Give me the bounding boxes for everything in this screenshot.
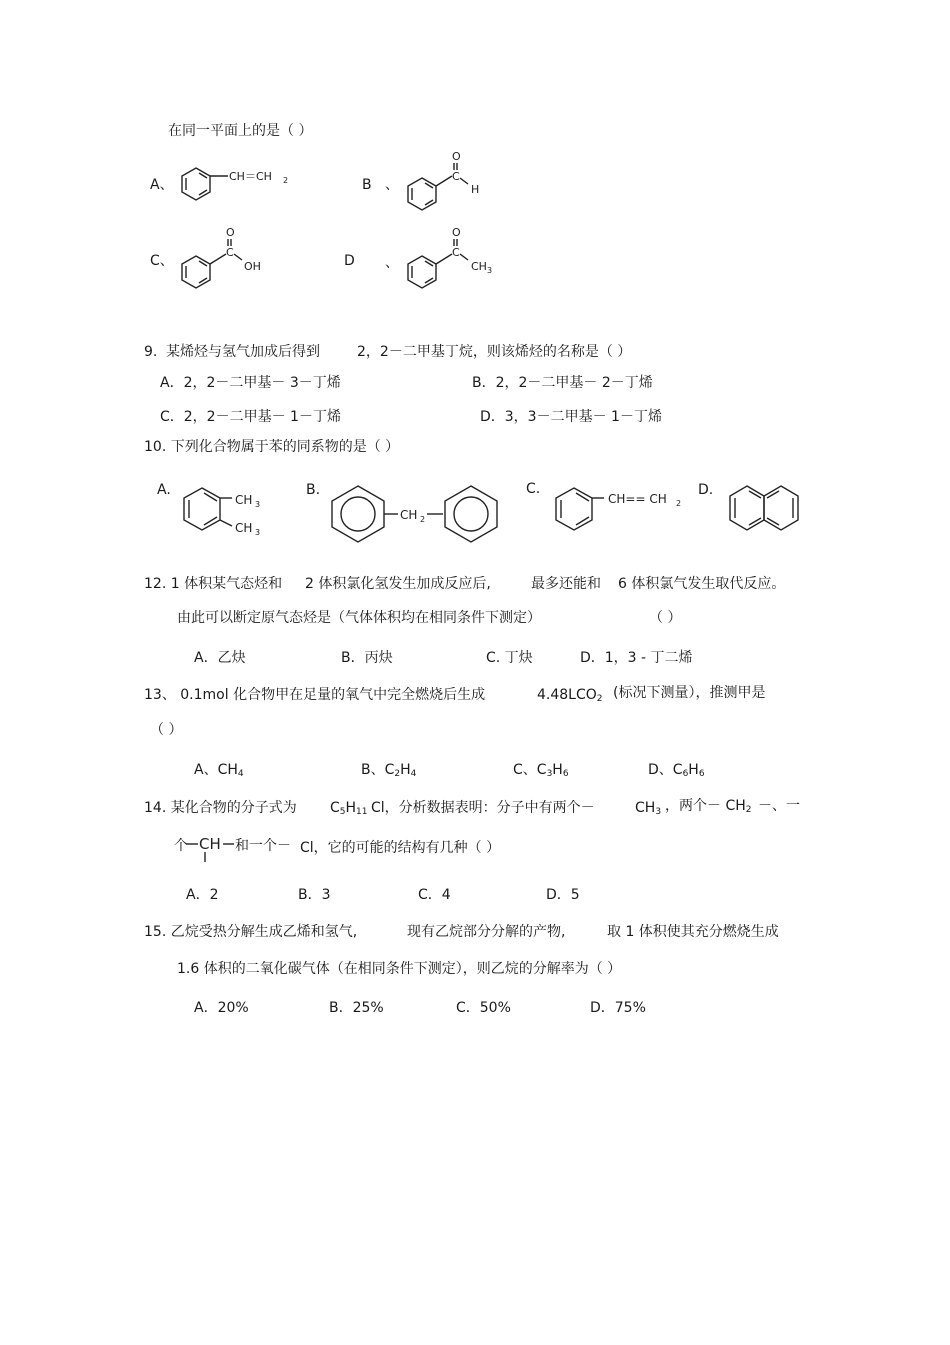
q15-line2: 1.6 体积的二氧化碳气体（在相同条件下测定），则乙烷的分解率为（ ）: [177, 961, 622, 977]
q15-option-a: A．20%: [194, 1000, 249, 1016]
q13-option-d-wrap: D、$C_6H_6$: [648, 762, 705, 779]
q13-option-b: B、C: [361, 762, 395, 778]
svg-text:O: O: [226, 226, 235, 239]
q10-stem: 10. 下列化合物属于苯的同系物的是（ ）: [144, 439, 400, 455]
q15-option-c: C．50%: [456, 1000, 511, 1016]
svg-text:CH: CH: [400, 508, 418, 522]
svg-text:O: O: [452, 226, 461, 239]
q12-option-c: C. 丁炔: [486, 650, 533, 666]
q14-line2-b: 和一个－: [235, 838, 291, 854]
q13-line2: （ ）: [150, 722, 183, 738]
q15-option-d: D．75%: [590, 1000, 646, 1016]
q14-line1-d: CH: [635, 800, 656, 816]
q14-line1-d-wrap: $CH_3$: [635, 800, 662, 817]
q9-option-d: D．3，3－二甲基－ 1－丁烯: [480, 409, 662, 425]
svg-text:CH: CH: [199, 835, 221, 853]
q10-option-a-xylene-structure: [182, 482, 282, 544]
q8-option-d-sep: 、: [385, 255, 399, 271]
q10-option-d-label: D.: [698, 482, 714, 498]
q13-option-c-wrap: C、$C_3H_6$: [513, 762, 569, 779]
q14-methine-group-structure: [186, 832, 238, 864]
q10-option-a-label: A.: [157, 482, 171, 498]
q8-option-b-sep: 、: [385, 177, 399, 193]
svg-text:OH: OH: [244, 260, 261, 273]
q10-option-d-naphthalene-structure: [728, 484, 808, 536]
q14-line1-a: 14. 某化合物的分子式为: [144, 800, 297, 816]
q14-option-d: D．5: [546, 887, 580, 903]
svg-text:H: H: [471, 183, 480, 196]
q8-option-c-label: C、: [150, 253, 174, 269]
svg-text:2: 2: [420, 515, 426, 524]
svg-text:2: 2: [676, 499, 682, 508]
svg-text:3: 3: [255, 500, 261, 509]
q12-line1-b: 2 体积氯化氢发生加成反应后,: [305, 576, 491, 592]
q13-option-d: D、C: [648, 762, 683, 778]
q8-option-a-label: A、: [150, 177, 174, 193]
q8-option-b-benzaldehyde-structure: [402, 148, 492, 218]
q8-option-a-styrene-structure: [176, 160, 296, 210]
q9-option-a: A．2，2－二甲基－ 3－丁烯: [160, 375, 341, 391]
q13-line1-b-wrap: $4.48LCO_2$: [537, 687, 603, 704]
q12-line2: 由此可以断定原气态烃是（气体体积均在相同条件下测定）: [177, 610, 541, 626]
q15-line1-a: 15. 乙烷受热分解生成乙烯和氢气,: [144, 924, 358, 940]
q13-line1-a: 13、 0.1mol 化合物甲在足量的氧气中完全燃烧后生成: [144, 687, 486, 703]
q12-option-a: A．乙炔: [194, 650, 246, 666]
q14-line1-e: ，两个－ CH: [665, 798, 746, 814]
q12-option-d: D．1，3 - 丁二烯: [580, 650, 693, 666]
svg-text:CH: CH: [235, 521, 253, 535]
svg-text:3: 3: [255, 528, 261, 537]
q14-option-c: C．4: [418, 887, 451, 903]
q9-stem-part1: 某烯烃与氢气加成后得到: [166, 344, 320, 360]
q14-line1-c: Cl，分析数据表明：分子中有两个－: [371, 800, 595, 816]
q10-option-c-styrene-structure: [554, 482, 694, 544]
q9-number: 9.: [144, 344, 158, 360]
q12-line1-a: 12. 1 体积某气态烃和: [144, 576, 283, 592]
q8-option-b-label: B: [362, 177, 372, 193]
q13-option-b-wrap: B、$C_2H_4$: [361, 762, 417, 779]
q8-option-d-label: D: [344, 253, 355, 269]
svg-text:CH== CH: CH== CH: [608, 492, 667, 506]
q14-line2-c: Cl，它的可能的结构有几种（ ）: [300, 840, 501, 856]
q14-line1-b-wrap: $C_5H_{11}$: [330, 800, 368, 817]
q10-option-c-label: C.: [526, 481, 541, 497]
q15-line1-c: 取 1 体积使其充分燃烧生成: [607, 924, 779, 940]
q14-line2-a: 个: [174, 838, 188, 854]
q13-line1-c: (标况下测量），推测甲是: [613, 685, 766, 701]
q8-option-c-benzoic-acid-structure: [176, 222, 276, 294]
q13-option-a: A、CH: [194, 762, 238, 778]
q8-a-vinyl-label: CH＝CH: [229, 170, 272, 183]
svg-text:C: C: [452, 246, 460, 259]
svg-text:C: C: [226, 246, 234, 259]
svg-text:CH: CH: [471, 260, 487, 273]
q9-option-b: B．2，2－二甲基－ 2－丁烯: [472, 375, 653, 391]
q12-line2-paren: （ ）: [649, 610, 682, 626]
q12-line1-c: 最多还能和: [531, 576, 601, 592]
q10-option-b-label: B.: [306, 482, 321, 498]
q13-line1-b: 4.48LCO: [537, 687, 597, 703]
svg-text:CH: CH: [235, 493, 253, 507]
q12-option-b: B．丙炔: [341, 650, 393, 666]
q12-line1-d: 6 体积氯气发生取代反应。: [618, 576, 786, 592]
q14-line1-f: －、一: [758, 798, 800, 814]
q15-option-b: B．25%: [329, 1000, 384, 1016]
q10-option-b-diphenylmethane-structure: [326, 482, 506, 544]
q14-option-a: A．2: [186, 887, 219, 903]
q9-option-c: C．2，2－二甲基－ 1－丁烯: [160, 409, 341, 425]
q13-option-a-wrap: A、$CH_4$: [194, 762, 244, 779]
q8-option-d-acetophenone-structure: [402, 222, 512, 294]
svg-text:2: 2: [283, 176, 289, 185]
svg-text:3: 3: [487, 266, 493, 275]
q9-stem-part2: 2，2－二甲基丁烷，则该烯烃的名称是（ ）: [357, 344, 632, 360]
svg-text:O: O: [452, 150, 461, 163]
svg-text:C: C: [452, 170, 460, 183]
q13-option-c: C、C: [513, 762, 547, 778]
q15-line1-b: 现有乙烷部分分解的产物,: [407, 924, 566, 940]
q14-option-b: B．3: [298, 887, 331, 903]
q14-line1-b: C: [330, 800, 340, 816]
q8-stem: 在同一平面上的是（ ）: [168, 123, 313, 139]
q14-line1-e-wrap: ，两个－ $CH_2$: [665, 798, 752, 815]
